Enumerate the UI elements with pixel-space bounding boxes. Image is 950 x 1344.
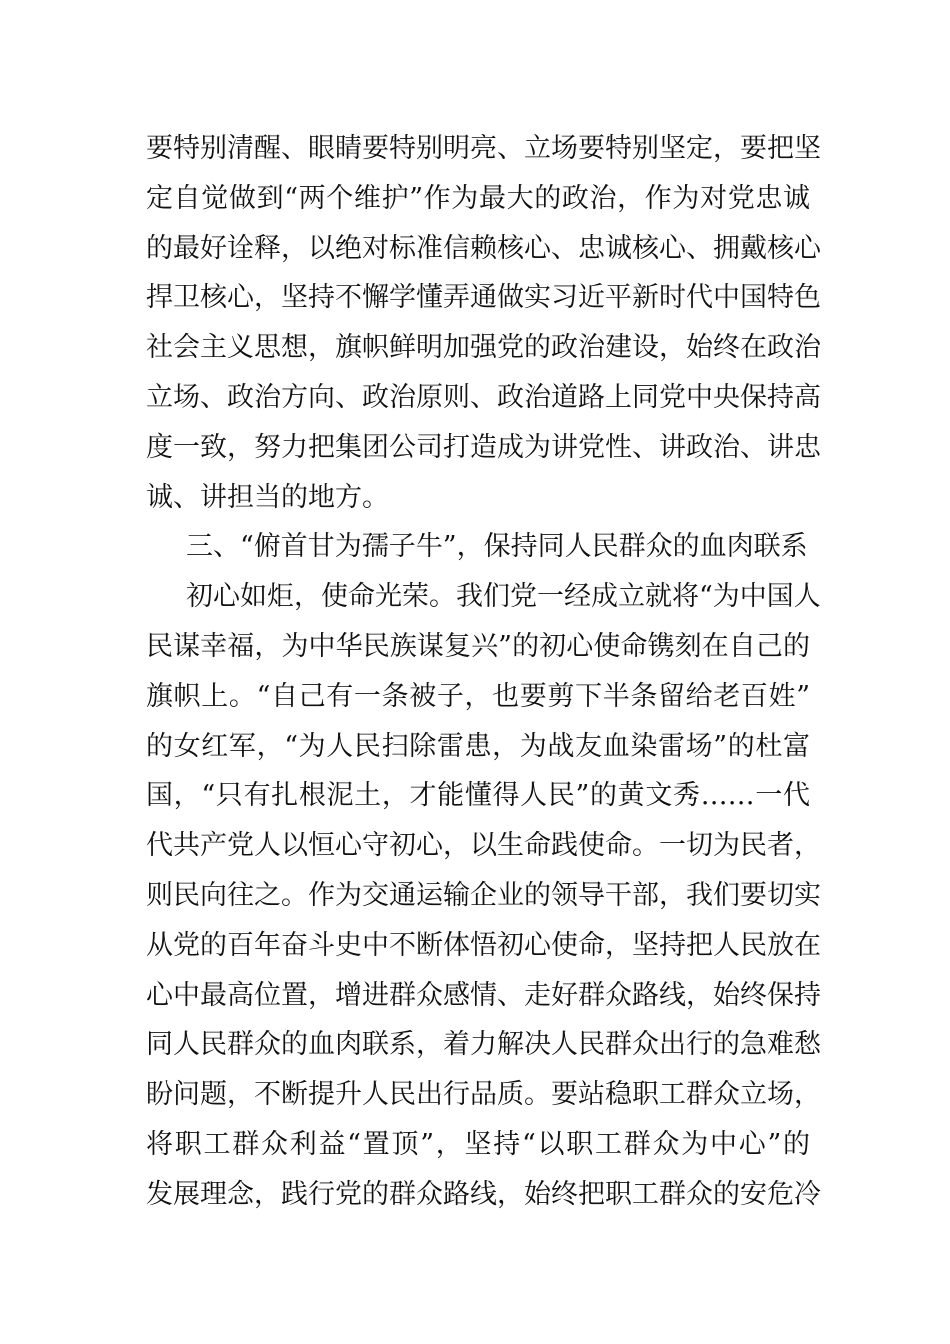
text-line: 同人民群众的血肉联系，着力解决人民群众出行的急难愁	[146, 1029, 821, 1061]
document-body	[146, 124, 821, 1220]
text-line: 心中最高位置，增进群众感情、走好群众路线，始终保持	[146, 979, 821, 1011]
text-line: 立场、政治方向、政治原则、政治道路上同党中央保持高	[146, 381, 821, 413]
text-line: 要特别清醒、眼睛要特别明亮、立场要特别坚定，要把坚	[146, 133, 821, 164]
text-line: 盼问题，不断提升人民出行品质。要站稳职工群众立场，	[146, 1079, 821, 1111]
text-line: 发展理念，践行党的群众路线，始终把职工群众的安危冷	[146, 1178, 821, 1210]
section-heading: 三、“俯首甘为孺子牛”，保持同人民群众的血肉联系	[186, 531, 808, 563]
text-line: 的最好诠释，以绝对标准信赖核心、忠诚核心、拥戴核心	[146, 232, 821, 264]
text-line: 旗帜上。“自己有一条被子，也要剪下半条留给老百姓”	[146, 680, 810, 712]
text-line: 初心如炬，使命光荣。我们党一经成立就将“为中国人	[186, 581, 821, 613]
text-line: 度一致，努力把集团公司打造成为讲党性、讲政治、讲忠	[146, 431, 821, 463]
text-line: 从党的百年奋斗史中不断体悟初心使命，坚持把人民放在	[146, 929, 821, 961]
text-line: 的女红军，“为人民扫除雷患，为战友血染雷场”的杜富	[146, 730, 810, 762]
text-line: 诚、讲担当的地方。	[146, 481, 389, 513]
text-line: 则民向往之。作为交通运输企业的领导干部，我们要切实	[146, 879, 821, 911]
text-line: 捍卫核心，坚持不懈学懂弄通做实习近平新时代中国特色	[146, 282, 821, 314]
text-line: 定自觉做到“两个维护”作为最大的政治，作为对党忠诚	[146, 182, 810, 214]
text-line: 代共产党人以恒心守初心，以生命践使命。一切为民者，	[146, 830, 821, 862]
text-line: 将职工群众利益“置顶”，坚持“以职工群众为中心”的	[146, 1128, 810, 1160]
text-line: 社会主义思想，旗帜鲜明加强党的政治建设，始终在政治	[146, 332, 821, 364]
text-line: 国，“只有扎根泥土，才能懂得人民”的黄文秀……一代	[146, 780, 810, 812]
text-line: 民谋幸福，为中华民族谋复兴”的初心使命镌刻在自己的	[146, 630, 810, 662]
